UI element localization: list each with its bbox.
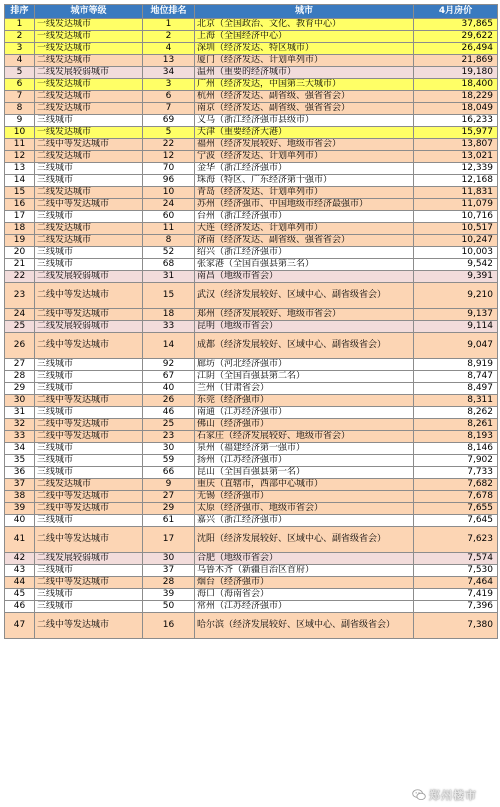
cell-price: 7,733: [414, 467, 498, 479]
cell-position: 26: [143, 395, 195, 407]
cell-price: 7,464: [414, 577, 498, 589]
cell-level: 二线中等发达城市: [35, 577, 143, 589]
cell-price: 7,530: [414, 565, 498, 577]
table-row: [5, 115, 498, 127]
cell-price: 18,400: [414, 79, 498, 91]
table-row: [5, 247, 498, 259]
table-row: [5, 565, 498, 577]
cell-level: 二线发达城市: [35, 235, 143, 247]
table-row: [5, 151, 498, 163]
table-body: [5, 19, 498, 639]
cell-rank: 26: [5, 333, 35, 359]
table-row: [5, 467, 498, 479]
table-row: [5, 515, 498, 527]
cell-level: 二线中等发达城市: [35, 199, 143, 211]
cell-price: 11,079: [414, 199, 498, 211]
table-row: [5, 163, 498, 175]
cell-position: 14: [143, 333, 195, 359]
cell-city: 宁波（经济发达、计划单列市）: [195, 151, 414, 163]
cell-price: 26,494: [414, 43, 498, 55]
watermark-text: 郑州楼市: [429, 789, 477, 802]
cell-position: 60: [143, 211, 195, 223]
cell-rank: 23: [5, 283, 35, 309]
table-row: [5, 491, 498, 503]
cell-position: 39: [143, 589, 195, 601]
cell-position: 28: [143, 577, 195, 589]
cell-city: 南昌（地级市省会）: [195, 271, 414, 283]
cell-price: 8,261: [414, 419, 498, 431]
cell-rank: 17: [5, 211, 35, 223]
cell-rank: 14: [5, 175, 35, 187]
cell-price: 9,210: [414, 283, 498, 309]
cell-level: 一线发达城市: [35, 127, 143, 139]
cell-price: 8,146: [414, 443, 498, 455]
cell-rank: 6: [5, 79, 35, 91]
cell-position: 4: [143, 43, 195, 55]
cell-position: 70: [143, 163, 195, 175]
cell-city: 常州（江苏经济强市）: [195, 601, 414, 613]
table-header-row: [5, 5, 498, 19]
cell-rank: 11: [5, 139, 35, 151]
cell-price: 7,574: [414, 553, 498, 565]
cell-level: 三线城市: [35, 407, 143, 419]
cell-rank: 2: [5, 31, 35, 43]
cell-level: 二线发达城市: [35, 151, 143, 163]
cell-level: 三线城市: [35, 211, 143, 223]
cell-price: 13,021: [414, 151, 498, 163]
header-price: 4月房价: [414, 5, 498, 19]
cell-price: 7,396: [414, 601, 498, 613]
cell-rank: 38: [5, 491, 35, 503]
cell-level: 二线发达城市: [35, 223, 143, 235]
table-row: [5, 127, 498, 139]
cell-rank: 3: [5, 43, 35, 55]
cell-price: 13,807: [414, 139, 498, 151]
cell-level: 三线城市: [35, 163, 143, 175]
cell-rank: 40: [5, 515, 35, 527]
table-row: [5, 419, 498, 431]
header-rank: 排序: [5, 5, 35, 19]
cell-position: 22: [143, 139, 195, 151]
cell-rank: 8: [5, 103, 35, 115]
table-row: [5, 91, 498, 103]
cell-rank: 13: [5, 163, 35, 175]
cell-level: 二线中等发达城市: [35, 527, 143, 553]
cell-price: 8,311: [414, 395, 498, 407]
cell-level: 三线城市: [35, 175, 143, 187]
cell-position: 66: [143, 467, 195, 479]
cell-level: 三线城市: [35, 115, 143, 127]
cell-rank: 20: [5, 247, 35, 259]
cell-position: 11: [143, 223, 195, 235]
cell-rank: 46: [5, 601, 35, 613]
cell-rank: 30: [5, 395, 35, 407]
cell-position: 61: [143, 515, 195, 527]
cell-rank: 29: [5, 383, 35, 395]
cell-city: 烟台（经济强市）: [195, 577, 414, 589]
cell-city: 泉州（福建经济第一强市）: [195, 443, 414, 455]
cell-level: 二线发展较弱城市: [35, 271, 143, 283]
table-row: [5, 527, 498, 553]
cell-city: 台州（浙江经济强市）: [195, 211, 414, 223]
cell-position: 96: [143, 175, 195, 187]
table-row: [5, 455, 498, 467]
cell-level: 二线中等发达城市: [35, 503, 143, 515]
cell-level: 二线中等发达城市: [35, 139, 143, 151]
cell-price: 10,003: [414, 247, 498, 259]
cell-city: 金华（浙江经济强市）: [195, 163, 414, 175]
cell-city: 哈尔滨（经济发展较好、区域中心、副省级省会）: [195, 613, 414, 639]
cell-level: 三线城市: [35, 455, 143, 467]
cell-city: 上海（全国经济中心）: [195, 31, 414, 43]
cell-level: 二线中等发达城市: [35, 613, 143, 639]
cell-position: 2: [143, 31, 195, 43]
cell-position: 68: [143, 259, 195, 271]
cell-position: 67: [143, 371, 195, 383]
cell-rank: 21: [5, 259, 35, 271]
cell-rank: 33: [5, 431, 35, 443]
table-row: [5, 431, 498, 443]
cell-position: 12: [143, 151, 195, 163]
cell-position: 8: [143, 235, 195, 247]
cell-position: 52: [143, 247, 195, 259]
cell-position: 40: [143, 383, 195, 395]
table-row: [5, 321, 498, 333]
cell-level: 二线发达城市: [35, 55, 143, 67]
cell-price: 18,229: [414, 91, 498, 103]
cell-level: 一线发达城市: [35, 31, 143, 43]
table-row: [5, 211, 498, 223]
cell-price: 19,180: [414, 67, 498, 79]
cell-price: 7,645: [414, 515, 498, 527]
cell-city: 乌鲁木齐（新疆自治区首府）: [195, 565, 414, 577]
cell-rank: 34: [5, 443, 35, 455]
cell-city: 南通（江苏经济强市）: [195, 407, 414, 419]
cell-position: 24: [143, 199, 195, 211]
cell-rank: 5: [5, 67, 35, 79]
table-row: [5, 55, 498, 67]
cell-rank: 36: [5, 467, 35, 479]
table-row: [5, 19, 498, 31]
cell-city: 北京（全国政治、文化、教育中心）: [195, 19, 414, 31]
cell-level: 二线中等发达城市: [35, 395, 143, 407]
cell-position: 31: [143, 271, 195, 283]
cell-price: 37,865: [414, 19, 498, 31]
cell-city: 江阴（全国百强县第二名）: [195, 371, 414, 383]
cell-rank: 22: [5, 271, 35, 283]
cell-city: 张家港（全国百强县第三名）: [195, 259, 414, 271]
header-position: 地位排名: [143, 5, 195, 19]
table-row: [5, 407, 498, 419]
cell-position: 13: [143, 55, 195, 67]
cell-price: 9,047: [414, 333, 498, 359]
table-row: [5, 271, 498, 283]
table-row: [5, 577, 498, 589]
cell-position: 9: [143, 479, 195, 491]
cell-city: 石家庄（经济发展较好、地级市省会）: [195, 431, 414, 443]
table-row: [5, 67, 498, 79]
table-row: [5, 359, 498, 371]
cell-city: 扬州（江苏经济强市）: [195, 455, 414, 467]
wechat-logo-icon: [412, 788, 426, 802]
table-row: [5, 309, 498, 321]
cell-price: 10,517: [414, 223, 498, 235]
cell-rank: 44: [5, 577, 35, 589]
cell-level: 一线发达城市: [35, 79, 143, 91]
cell-city: 南京（经济发达、副省级、强省省会）: [195, 103, 414, 115]
cell-level: 二线发展较弱城市: [35, 67, 143, 79]
table-row: [5, 235, 498, 247]
cell-price: 12,339: [414, 163, 498, 175]
cell-rank: 32: [5, 419, 35, 431]
cell-position: 29: [143, 503, 195, 515]
table-row: [5, 43, 498, 55]
cell-position: 7: [143, 103, 195, 115]
table-row: [5, 383, 498, 395]
cell-price: 8,747: [414, 371, 498, 383]
cell-level: 二线发达城市: [35, 187, 143, 199]
table-row: [5, 259, 498, 271]
cell-position: 34: [143, 67, 195, 79]
table-row: [5, 371, 498, 383]
cell-city: 苏州（经济强市、中国地级市经济最强市）: [195, 199, 414, 211]
cell-level: 二线中等发达城市: [35, 491, 143, 503]
cell-level: 三线城市: [35, 383, 143, 395]
table-row: [5, 443, 498, 455]
cell-level: 二线发展较弱城市: [35, 553, 143, 565]
cell-rank: 19: [5, 235, 35, 247]
cell-price: 7,623: [414, 527, 498, 553]
cell-rank: 16: [5, 199, 35, 211]
cell-rank: 10: [5, 127, 35, 139]
cell-price: 16,233: [414, 115, 498, 127]
cell-position: 92: [143, 359, 195, 371]
cell-position: 33: [143, 321, 195, 333]
cell-level: 二线发达城市: [35, 103, 143, 115]
cell-city: 佛山（经济强市）: [195, 419, 414, 431]
cell-city: 青岛（经济发达、计划单列市）: [195, 187, 414, 199]
table-row: [5, 223, 498, 235]
cell-level: 二线中等发达城市: [35, 309, 143, 321]
cell-rank: 39: [5, 503, 35, 515]
cell-level: 三线城市: [35, 259, 143, 271]
table-row: [5, 103, 498, 115]
cell-rank: 31: [5, 407, 35, 419]
cell-rank: 7: [5, 91, 35, 103]
table-row: [5, 553, 498, 565]
cell-city: 厦门（经济发达、计划单列市）: [195, 55, 414, 67]
cell-position: 37: [143, 565, 195, 577]
cell-level: 二线发达城市: [35, 91, 143, 103]
cell-level: 二线发达城市: [35, 479, 143, 491]
cell-level: 三线城市: [35, 515, 143, 527]
cell-level: 三线城市: [35, 359, 143, 371]
cell-city: 东莞（经济强市）: [195, 395, 414, 407]
cell-city: 杭州（经济发达、副省级、强省省会）: [195, 91, 414, 103]
cell-position: 6: [143, 91, 195, 103]
cell-price: 9,114: [414, 321, 498, 333]
cell-rank: 27: [5, 359, 35, 371]
cell-level: 三线城市: [35, 371, 143, 383]
cell-rank: 12: [5, 151, 35, 163]
cell-rank: 35: [5, 455, 35, 467]
cell-city: 海口（海南省会）: [195, 589, 414, 601]
cell-level: 三线城市: [35, 601, 143, 613]
cell-city: 廊坊（河北经济强市）: [195, 359, 414, 371]
cell-city: 昆明（地级市省会）: [195, 321, 414, 333]
cell-price: 8,262: [414, 407, 498, 419]
cell-rank: 47: [5, 613, 35, 639]
cell-position: 1: [143, 19, 195, 31]
cell-position: 59: [143, 455, 195, 467]
cell-level: 三线城市: [35, 565, 143, 577]
cell-level: 一线发达城市: [35, 19, 143, 31]
cell-price: 11,831: [414, 187, 498, 199]
cell-position: 27: [143, 491, 195, 503]
cell-price: 9,391: [414, 271, 498, 283]
header-level: 城市等级: [35, 5, 143, 19]
cell-position: 3: [143, 79, 195, 91]
table-row: [5, 79, 498, 91]
cell-position: 30: [143, 443, 195, 455]
house-price-table: [4, 4, 498, 639]
cell-rank: 42: [5, 553, 35, 565]
cell-price: 7,678: [414, 491, 498, 503]
cell-position: 17: [143, 527, 195, 553]
cell-price: 8,497: [414, 383, 498, 395]
cell-rank: 4: [5, 55, 35, 67]
cell-rank: 18: [5, 223, 35, 235]
cell-rank: 28: [5, 371, 35, 383]
cell-city: 昆山（全国百强县第一名）: [195, 467, 414, 479]
cell-rank: 43: [5, 565, 35, 577]
cell-price: 9,542: [414, 259, 498, 271]
cell-rank: 9: [5, 115, 35, 127]
cell-price: 10,247: [414, 235, 498, 247]
cell-price: 7,419: [414, 589, 498, 601]
cell-price: 29,622: [414, 31, 498, 43]
cell-price: 12,168: [414, 175, 498, 187]
cell-position: 5: [143, 127, 195, 139]
cell-price: 7,655: [414, 503, 498, 515]
cell-city: 温州（重要的经济城市）: [195, 67, 414, 79]
table-row: [5, 503, 498, 515]
table-row: [5, 395, 498, 407]
cell-city: 嘉兴（浙江经济强市）: [195, 515, 414, 527]
table-row: [5, 283, 498, 309]
cell-price: 15,977: [414, 127, 498, 139]
cell-price: 21,869: [414, 55, 498, 67]
cell-level: 三线城市: [35, 589, 143, 601]
cell-price: 10,716: [414, 211, 498, 223]
cell-position: 16: [143, 613, 195, 639]
cell-city: 天津（重要经济大港）: [195, 127, 414, 139]
cell-level: 二线中等发达城市: [35, 419, 143, 431]
cell-position: 10: [143, 187, 195, 199]
cell-city: 广州（经济发达，中国第三大城市）: [195, 79, 414, 91]
cell-city: 义乌（浙江经济强市县级市）: [195, 115, 414, 127]
cell-level: 三线城市: [35, 247, 143, 259]
table-row: [5, 31, 498, 43]
cell-city: 兰州（甘肃省会）: [195, 383, 414, 395]
cell-position: 25: [143, 419, 195, 431]
table-row: [5, 589, 498, 601]
cell-city: 福州（经济发展较好、地级市省会）: [195, 139, 414, 151]
cell-rank: 41: [5, 527, 35, 553]
table-row: [5, 333, 498, 359]
cell-rank: 24: [5, 309, 35, 321]
cell-position: 18: [143, 309, 195, 321]
cell-rank: 45: [5, 589, 35, 601]
cell-level: 三线城市: [35, 467, 143, 479]
cell-city: 成都（经济发展较好、区域中心、副省级省会）: [195, 333, 414, 359]
cell-city: 沈阳（经济发展较好、区域中心、副省级省会）: [195, 527, 414, 553]
cell-position: 15: [143, 283, 195, 309]
watermark: [412, 786, 492, 804]
table-row: [5, 479, 498, 491]
cell-city: 绍兴（浙江经济强市）: [195, 247, 414, 259]
cell-level: 二线中等发达城市: [35, 283, 143, 309]
table-row: [5, 187, 498, 199]
table-row: [5, 175, 498, 187]
cell-city: 合肥（地级市省会）: [195, 553, 414, 565]
cell-price: 7,902: [414, 455, 498, 467]
cell-city: 珠海（特区、广东经济第十强市）: [195, 175, 414, 187]
cell-position: 46: [143, 407, 195, 419]
table-row: [5, 613, 498, 639]
cell-position: 50: [143, 601, 195, 613]
cell-position: 23: [143, 431, 195, 443]
cell-rank: 25: [5, 321, 35, 333]
cell-price: 8,193: [414, 431, 498, 443]
cell-rank: 37: [5, 479, 35, 491]
cell-level: 二线中等发达城市: [35, 333, 143, 359]
cell-price: 7,682: [414, 479, 498, 491]
cell-city: 武汉（经济发展较好、区域中心、副省级省会）: [195, 283, 414, 309]
cell-level: 一线发达城市: [35, 43, 143, 55]
cell-city: 大连（经济发达、计划单列市）: [195, 223, 414, 235]
cell-position: 30: [143, 553, 195, 565]
table-row: [5, 139, 498, 151]
cell-city: 重庆（直辖市，西部中心城市）: [195, 479, 414, 491]
cell-city: 济南（经济发达、副省级、强省省会）: [195, 235, 414, 247]
cell-position: 69: [143, 115, 195, 127]
cell-price: 18,049: [414, 103, 498, 115]
cell-level: 二线发展较弱城市: [35, 321, 143, 333]
cell-city: 太原（经济强市、地级市省会）: [195, 503, 414, 515]
cell-price: 9,137: [414, 309, 498, 321]
cell-level: 三线城市: [35, 443, 143, 455]
table-row: [5, 199, 498, 211]
cell-city: 无锡（经济强市）: [195, 491, 414, 503]
cell-price: 7,380: [414, 613, 498, 639]
cell-price: 8,919: [414, 359, 498, 371]
cell-rank: 1: [5, 19, 35, 31]
cell-city: 郑州（经济发展较好、地级市省会）: [195, 309, 414, 321]
cell-level: 二线中等发达城市: [35, 431, 143, 443]
cell-city: 深圳（经济发达、特区城市）: [195, 43, 414, 55]
header-city: 城市: [195, 5, 414, 19]
cell-rank: 15: [5, 187, 35, 199]
table-row: [5, 601, 498, 613]
